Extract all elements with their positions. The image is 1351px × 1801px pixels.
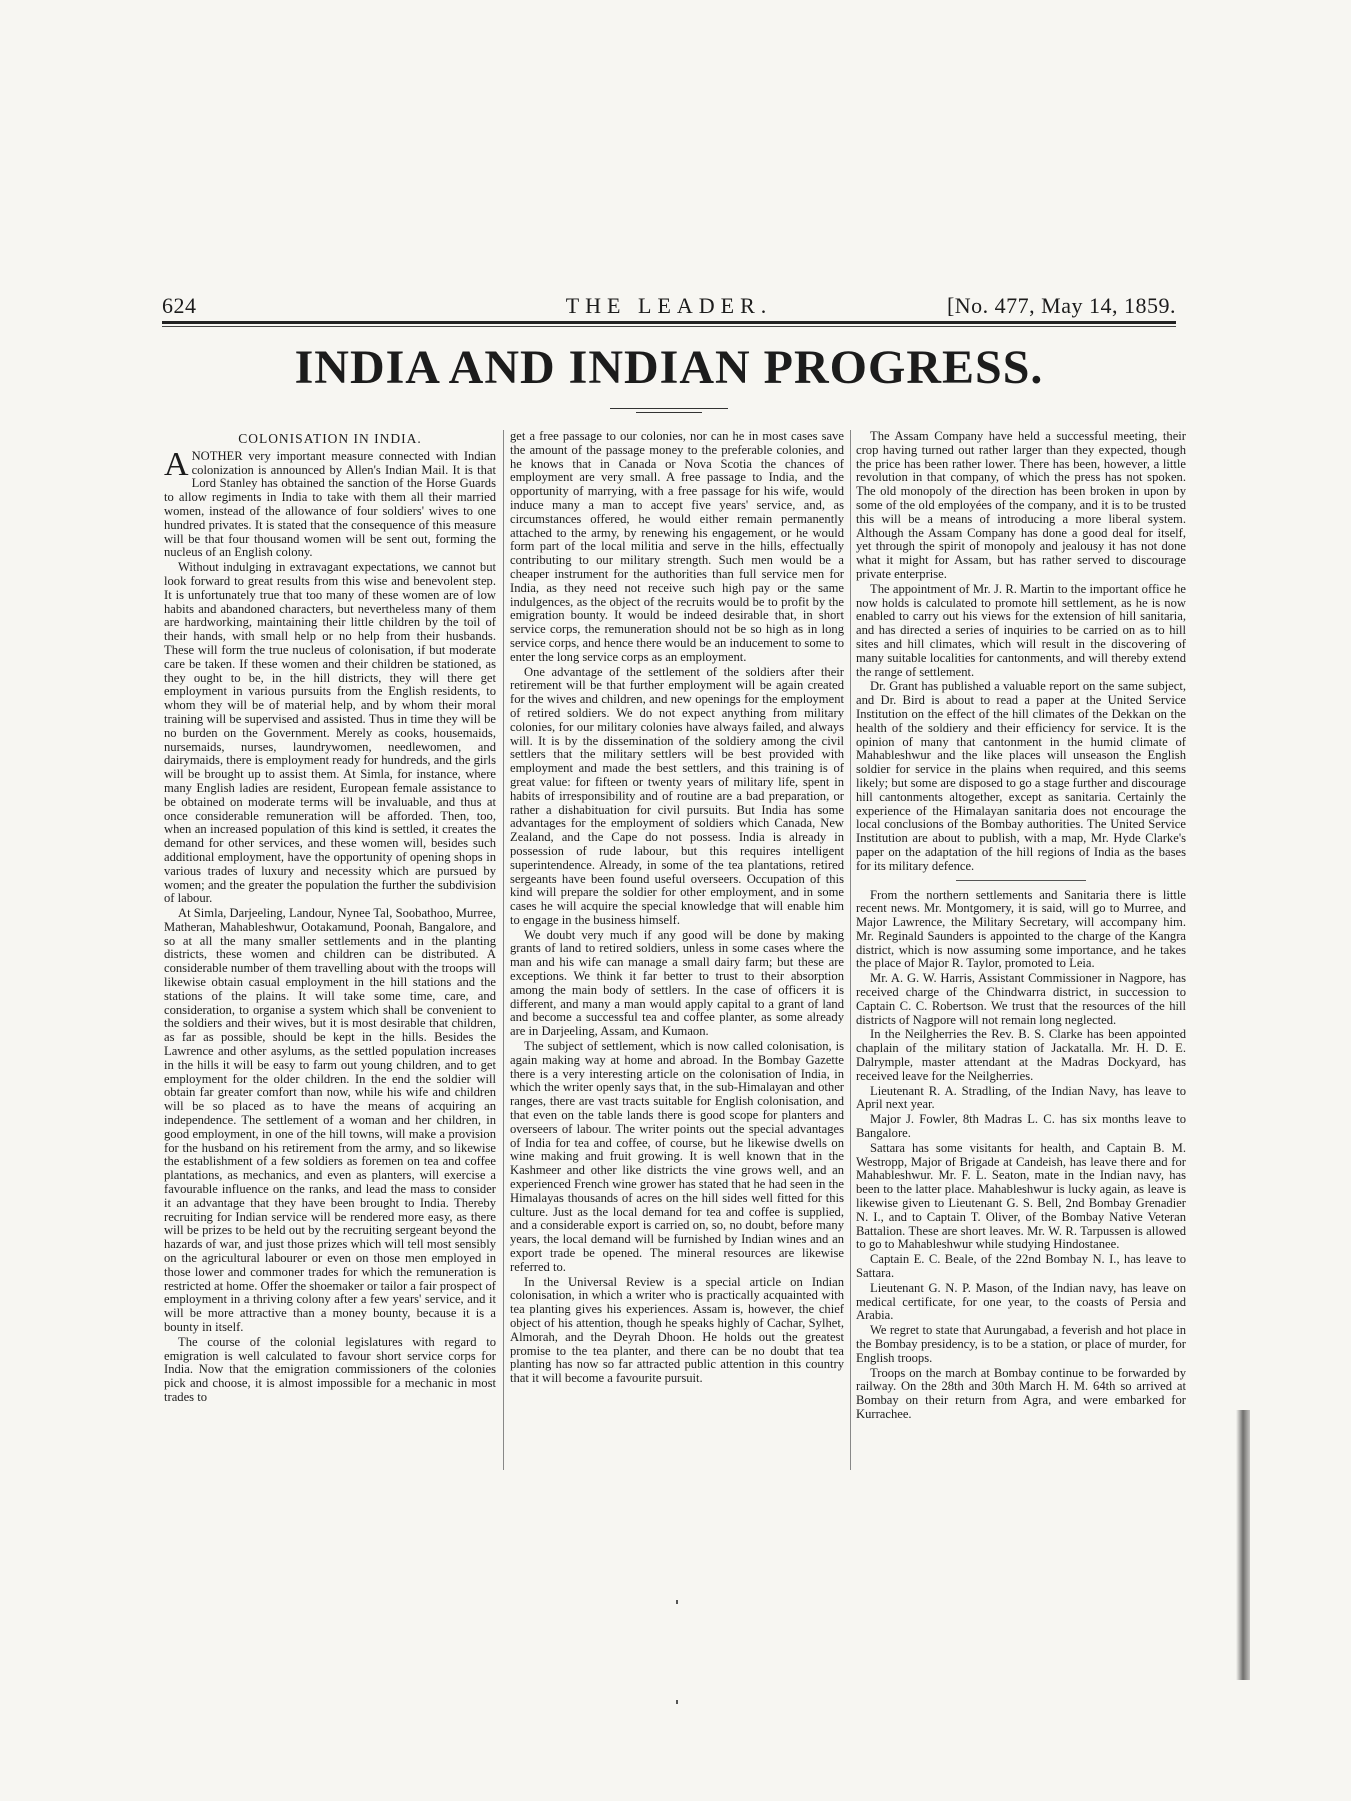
article-headline: COLONISATION IN INDIA. [238,431,422,446]
header-rule-thin [162,326,1176,327]
title-ornament-rule [610,408,728,409]
paragraph: Lieutenant G. N. P. Mason, of the Indian navy, has leave on medical certificate, for one year, to the coasts of Persia and Arabia. [856,1280,1186,1323]
paragraph: Major J. Fowler, 8th Madras L. C. has six months leave to Bangalore. [856,1112,1186,1141]
paragraph: We doubt very much if any good will be done by making grants of land to retired soldiers, unless in some cases where the man and his wife can manage a small dairy farm; but these are exceptions. We think it far better to trust to their absorption among the main body of settlers. In the case of officers it is different, and many a man would apply capital to a grant of land and become a successful tea and coffee planter, as some already are in Darjeeling, Assam, and Kumaon. [510,927,844,1039]
column-divider [850,430,851,1470]
title-ornament-rule-short [636,412,702,413]
paragraph: Mr. A. G. W. Harris, Assistant Commissioner in Nagpore, has received charge of the Chindwarra district, in succession to Captain C. C. Robertson. We trust that the resources of the hill districts of Nagpore will not remain long neglected. [856,971,1186,1027]
column-3 [856,430,1186,1423]
paragraph: The appointment of Mr. J. R. Martin to the important office he now holds is calculated to promote hill settlement, as he is now enabled to carry out his views for the extension of hill sanitaria, and has directed a series of inquiries to be carried on as to hill sites and hill climates, which will result in the discovering of many suitable localities for cantonments, and will thereby extend the range of settlement. [856,581,1186,679]
running-head [162,293,1176,319]
paragraph: Dr. Grant has published a valuable report on the same subject, and Dr. Bird is about to read a paper at the United Service Institution on the effect of the hill climates of the Dekkan on the health of the soldiery and their efficiency for service. It is the opinion of many that cantonment in the humid climate of Mahableshwur and the like places will unseason the English soldier for service in the plains when required, and this seems likely; but some are disposed to go a stage further and discourage hill cantonments altogether, except as sanitaria. Certainly the experience of the Himalayan sanitaria does not encourage the local conclusions of the Bombay authorities. The United Service Institution are about to publish, with a map, Mr. Hyde Clarke's paper on the adaptation of the hill regions of India as the bases for its military defence. [856,679,1186,873]
paragraph: ANOTHER very important measure connected with Indian colonization is announced by Allen's Indian Mail. It is that Lord Stanley has obtained the sanction of the Horse Guards to allow regiments in India to take with them all their married women, instead of the allowance of four soldiers' wives to one hundred privates. It is stated that the consequence of this measure will be that four thousand women will be sent out, forming the nucleus of an English colony. [164,445,496,560]
section-title: INDIA AND INDIAN PROGRESS. [294,341,1044,394]
paragraph: From the northern settlements and Sanitaria there is little recent news. Mr. Montgomery, it is said, will go to Murree, and Major Lawrence, the Military Secretary, will accompany him. Mr. Reginald Saunders is appointed to the charge of the Kangra district, which is now assuming some importance, and he takes the place of Major R. Taylor, promoted to Leia. [856,887,1186,971]
print-speck [676,1600,678,1604]
paragraph: Without indulging in extravagant expectations, we cannot but look forward to great results from this wise and benevolent step. It is unfortunately true that too many of these women are of low habits and abandoned characters, but nevertheless many of them are hardworking, maintaining their little children by the toil of their hands, with small help or no help from their husbands. These will form the true nucleus of colonisation, if but moderate care be taken. If these women and their children be stationed, as they ought to be, in the hill districts, they will there get employment in various pursuits from the English residents, to whom they will be of material help, and by whom their moral training will be supervised and assisted. Thus in time they will be no burden on the Government. Merely as cooks, housemaids, nursemaids, nurses, laundrywomen, needlewomen, and dairymaids, there is employment ready for hundreds, and the girls will be brought up to assist them. At Simla, for instance, where many English ladies are resident, European female assistance to be obtained on moderate terms will be invaluable, and thus at once considerable remuneration will be afforded. Then, too, when an increased population of this kind is settled, it creates the demand for other services, and these women will, besides such additional employment, have the opportunity of opening shops in various trades of luxury and necessity which are pursued by women; and the greater the population the further the subdivision of labour. [164,560,496,906]
paragraph: One advantage of the settlement of the soldiers after their retirement will be that further employment will be again created for the wives and children, and new openings for the employment of retired soldiers. We do not expect anything from military colonies, for our military colonies have always failed, and always will. It is by the dissemination of the soldiery among the civil settlers that the military settlers will be best provided with employment and made the best settlers, and this training is of great value: for fifteen or twenty years of military life, spent in habits of irresponsibility and of routine are a bad preparation, or rather a dishabituation for civil pursuits. But India has some advantages for the employment of soldiers which Canada, New Zealand, and the Cape do not possess. India is already in possession of rude labour, but this requires intelligent superintendence. Already, in some of the tea plantations, retired sergeants have been found useful overseers. Occupation of this kind will prepare the soldier for other employment, and in some cases he will acquire the special knowledge that will enable him to engage in the business himself. [510,664,844,927]
page-number: 624 [162,293,197,318]
section-separator-rule [956,880,1086,881]
binding-shadow [1236,1410,1250,1680]
paragraph: We regret to state that Aurungabad, a feverish and hot place in the Bombay presidency, is to be a station, or place of murder, for English troops. [856,1323,1186,1365]
column-divider [503,430,504,1470]
column-1 [164,430,496,1406]
paragraph: In the Universal Review is a special article on Indian colonisation, in which a writer who is practically acquainted with tea planting gives his experiences. Assam is, however, the chief object of his attention, though he speaks highly of Cachar, Sylhet, Almorah, and the Deyrah Dhoon. He holds out the greatest promise to the tea planter, and there can be no doubt that tea planting has now so far attracted public attention in this country that it will become a favourite pursuit. [510,1274,844,1386]
paragraph: get a free passage to our colonies, nor can he in most cases save the amount of the passage money to the preferable colonies, and he knows that in Canada or Nova Scotia the chances of employment are very small. A free passage to India, and the opportunity of marrying, with a free passage for his wife, would induce many a man to accept five years' service, and, as circumstances offered, he would either remain permanently attached to the army, by renewing his engagement, or he would form part of the local militia and serve in the hills, effectually contributing to our military strength. Such men would be a cheaper instrument for the authorities than full service men for India, as they need not receive such high pay or the same indulgences, as the object of the recruits would be to profit by the emigration bounty. It would be indeed desirable that, in short service corps, the remuneration should not be so high as in long service corps, and hence there would be an inducement to some to enter the long service corps as an employment. [510,429,844,664]
paragraph: The subject of settlement, which is now called colonisation, is again making way at home and abroad. In the Bombay Gazette there is a very interesting article on the colonisation of India, in which the writer openly says that, in the sub-Himalayan and other ranges, there are vast tracts suitable for English colonisation, and that even on the table lands there is good scope for planters and overseers of labour. The writer points out the special advantages of India for tea and coffee, of course, but he likewise dwells on wine making and fruit growing. It is well known that in the Kashmeer and other like districts the vine grows well, and an experienced French wine grower has stated that he had seen in the Himalayas thousands of acres on the hill sides well fitted for this culture. Just as the local demand for tea and coffee is supplied, and a considerable export is carried on, so, no doubt, before many years, the local demand will be furnished by Indian wines and an export trade be opened. The mineral resources are likewise referred to. [510,1039,844,1274]
paragraph: The Assam Company have held a successful meeting, their crop having turned out rather larger than they expected, though the price has been rather lower. There has been, however, a little revolution in that company, of which the press has not spoken. The old monopoly of the direction has been broken in upon by some of the old employées of the company, and it is to be trusted this will be a means of introducing a more liberal system. Although the Assam Company has done a good deal for itself, yet through the spirit of monopoly and jealousy it has not done what it might for Assam, but has rather served to discourage private enterprise. [856,429,1186,581]
paragraph: Troops on the march at Bombay continue to be forwarded by railway. On the 28th and 30th March H. M. 64th so arrived at Bombay on their return from Agra, and were embarked for Kurrachee. [856,1365,1186,1421]
print-speck [676,1700,678,1704]
header-rule-thick [162,321,1176,324]
paragraph: Sattara has some visitants for health, and Captain B. M. Westropp, Major of Brigade at Candeish, has leave there and for Mahableshwur. Mr. F. L. Seaton, mate in the Indian navy, has been to the latter place. Mahableshwur is lucky again, as leave is likewise given to Lieutenant G. S. Bell, 2nd Bombay Grenadier N. I., and to Captain T. Oliver, of the Bombay Native Veteran Battalion. These are short leaves. Mr. W. R. Tarpussen is allowed to go to Mahableshwur while studying Hindostanee. [856,1140,1186,1252]
column-2 [510,430,844,1387]
paragraph: At Simla, Darjeeling, Landour, Nynee Tal, Soobathoo, Murree, Matheran, Mahableshwur, Ootakamund, Poonah, Bangalore, and so at all the many smaller settlements and in the planting districts, these women and children can be distributed. A considerable number of them travelling about with the troops will likewise obtain casual employment in the hill stations and the stations of the plains. It will take some time, care, and consideration, to organise a system which shall be convenient to the soldiers and their wives, but it is most desirable that children, as far as possible, should be kept in the hills. Besides the Lawrence and other asylums, as the settled population increases in the hills it will be easy to farm out young children, and to get employment for the older children. In the end the soldier will obtain far greater comfort than now, while his wife and children will be so placed as to have the means of acquiring an independence. The settlement of a woman and her children, in good employment, in one of the hill towns, will make a provision for the husband on his retirement from the army, and so likewise the establishment of a few soldiers as foremen on tea and coffee plantations, as mechanics, and even as planters, will exercise a favourable influence on the ranks, and lead the mass to consider it an advantage that they have been brought to India. Thereby recruiting for Indian service will be rendered more easy, as there will be prizes to be held out by the recruiting sergeant beyond the hazards of war, and just those prizes which will tell most sensibly on the agricultural labourer or even on those men employed in those lower and commoner trades for which the remuneration is restricted at home. Offer the shoemaker or tailor a fair prospect of employment in a thriving colony after a few years' service, and it will be more attractive than a money bounty, because it is a bounty in itself. [164,906,496,1334]
paragraph: Captain E. C. Beale, of the 22nd Bombay N. I., has leave to Sattara. [856,1252,1186,1281]
paragraph: In the Neilgherries the Rev. B. S. Clarke has been appointed chaplain of the military station of Jackatalla. Mr. H. D. E. Dalrymple, master attendant at the Madras Dockyard, has received leave for the Neilgherries. [856,1027,1186,1083]
paragraph: The course of the colonial legislatures with regard to emigration is well calculated to favour short service corps for India. Now that the emigration commissioners of the colonies pick and choose, it is almost impossible for a mechanic in most trades to [164,1334,496,1404]
paragraph: Lieutenant R. A. Stradling, of the Indian Navy, has leave to April next year. [856,1083,1186,1112]
issue-info: [No. 477, May 14, 1859. [946,293,1176,318]
drop-cap: A [164,445,189,483]
masthead-title: THE LEADER. [565,293,773,318]
